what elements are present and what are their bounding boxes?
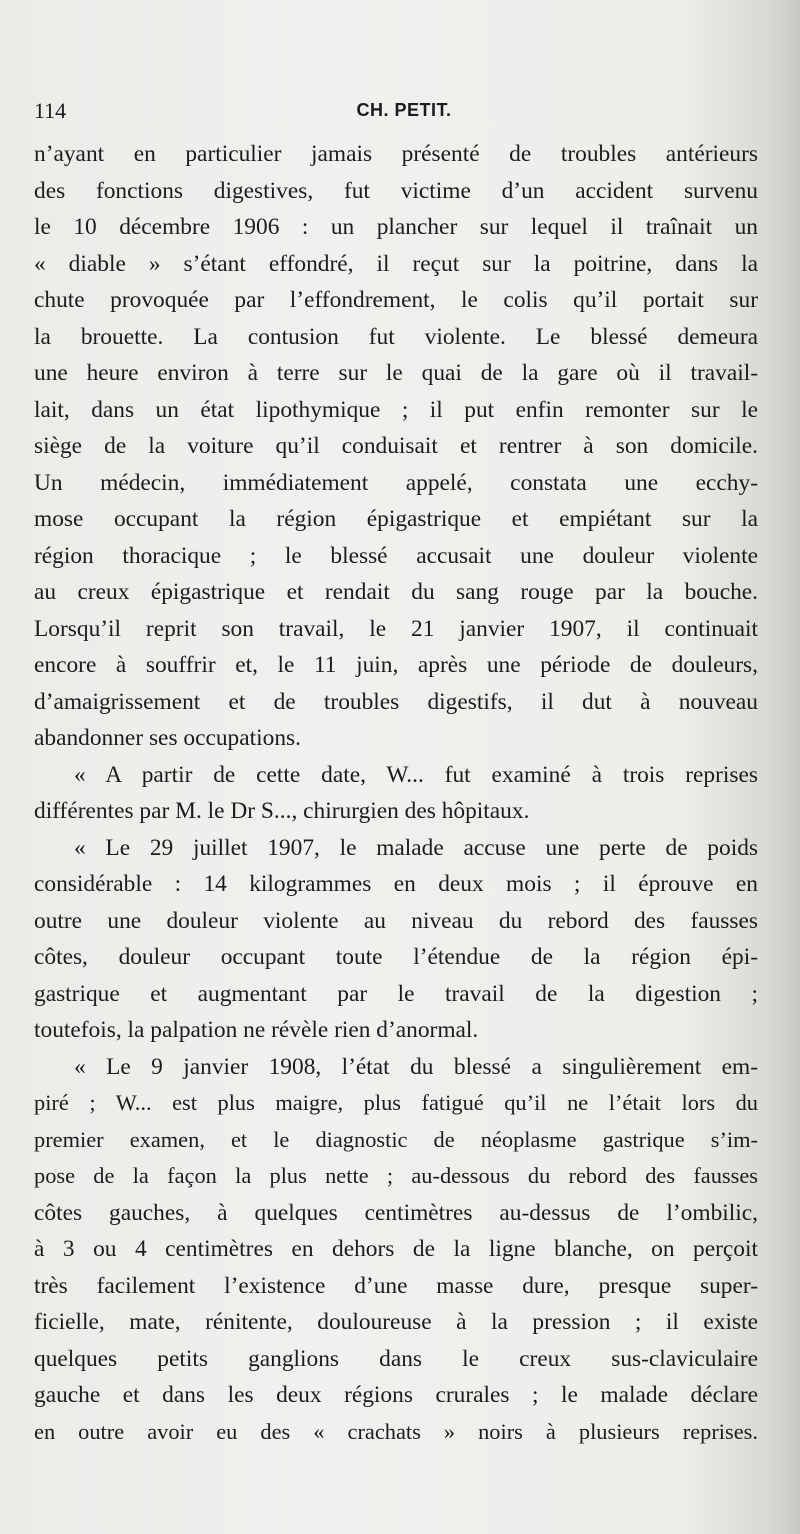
text-line: Lorsqu’il reprit son travail, le 21 janvier 1907, il continuait [34,615,758,642]
text-line: gastrique et augmentant par le travail de la digestion ; [34,980,758,1007]
text-line: encore à souffrir et, le 11 juin, après une période de douleurs, [34,652,758,678]
text-line: « Le 29 juillet 1907, le malade accuse une perte de poids [74,834,758,861]
text-line: en outre avoir eu des « crachats » noirs à plusieurs reprises. [34,1418,758,1444]
text-line: chute provoquée par l’effondrement, le colis qu’il portait sur [34,287,758,313]
text-line: au creux épigastrique et rendait du sang rouge par la bouche. [34,579,758,605]
text-line: côtes, douleur occupant toute l’étendue de la région épi- [34,944,758,970]
text-line: Un médecin, immédiatement appelé, constata une ecchy- [34,469,758,496]
text-line: côtes gauches, à quelques centimètres au-dessus de l’ombilic, [34,1199,758,1226]
text-line: d’amaigrissement et de troubles digestifs, il dut à nouveau [34,688,758,715]
text-line: lait, dans un état lipothymique ; il put enfin remonter sur le [34,396,758,423]
text-line: siège de la voiture qu’il conduisait et rentrer à son domicile. [34,433,758,459]
body-text [34,136,758,1450]
text-line: mose occupant la région épigastrique et empiétant sur la [34,506,758,532]
text-line: quelques petits ganglions dans le creux sus-claviculaire [34,1345,758,1372]
text-line: pose de la façon la plus nette ; au-dessous du rebord des fausses [34,1163,758,1188]
text-line: une heure environ à terre sur le quai de la gare où il travail- [34,360,758,386]
text-line: gauche et dans les deux régions crurales ; le malade déclare [34,1382,758,1408]
text-line: le 10 décembre 1906 : un plancher sur lequel il traînait un [34,214,758,240]
text-line: « Le 9 janvier 1908, l’état du blessé a singulièrement em- [74,1053,758,1080]
page-header [34,98,754,128]
text-line: considérable : 14 kilogrammes en deux mois ; il éprouve en [34,871,758,897]
text-line: « A partir de cette date, W... fut examiné à trois reprises [74,761,758,788]
text-line: « diable » s’étant effondré, il reçut sur la poitrine, dans la [34,250,758,277]
page-number: 114 [34,98,67,123]
text-line: outre une douleur violente au niveau du rebord des fausses [34,907,758,934]
text-line: la brouette. La contusion fut violente. Le blessé demeura [34,323,758,350]
text-line: région thoracique ; le blessé accusait une douleur violente [34,542,758,569]
text-line: à 3 ou 4 centimètres en dehors de la ligne blanche, on perçoit [34,1236,758,1262]
text-line: abandonner ses occupations. [34,725,301,751]
text-line: ficielle, mate, rénitente, douloureuse à la pression ; il existe [34,1309,758,1335]
text-line: n’ayant en particulier jamais présenté de troubles antérieurs [34,141,758,167]
text-line: des fonctions digestives, fut victime d’un accident survenu [34,177,758,204]
text-line: toutefois, la palpation ne révèle rien d’anormal. [34,1017,479,1043]
text-line: différentes par M. le Dr S..., chirurgien des hôpitaux. [34,798,530,824]
text-line: premier examen, et le diagnostic de néoplasme gastrique s’im- [34,1126,758,1152]
text-line: piré ; W... est plus maigre, plus fatigué qu’il ne l’était lors du [34,1090,758,1115]
text-line: très facilement l’existence d’une masse dure, presque super- [34,1272,758,1299]
running-head: CH. PETIT. [356,100,452,120]
